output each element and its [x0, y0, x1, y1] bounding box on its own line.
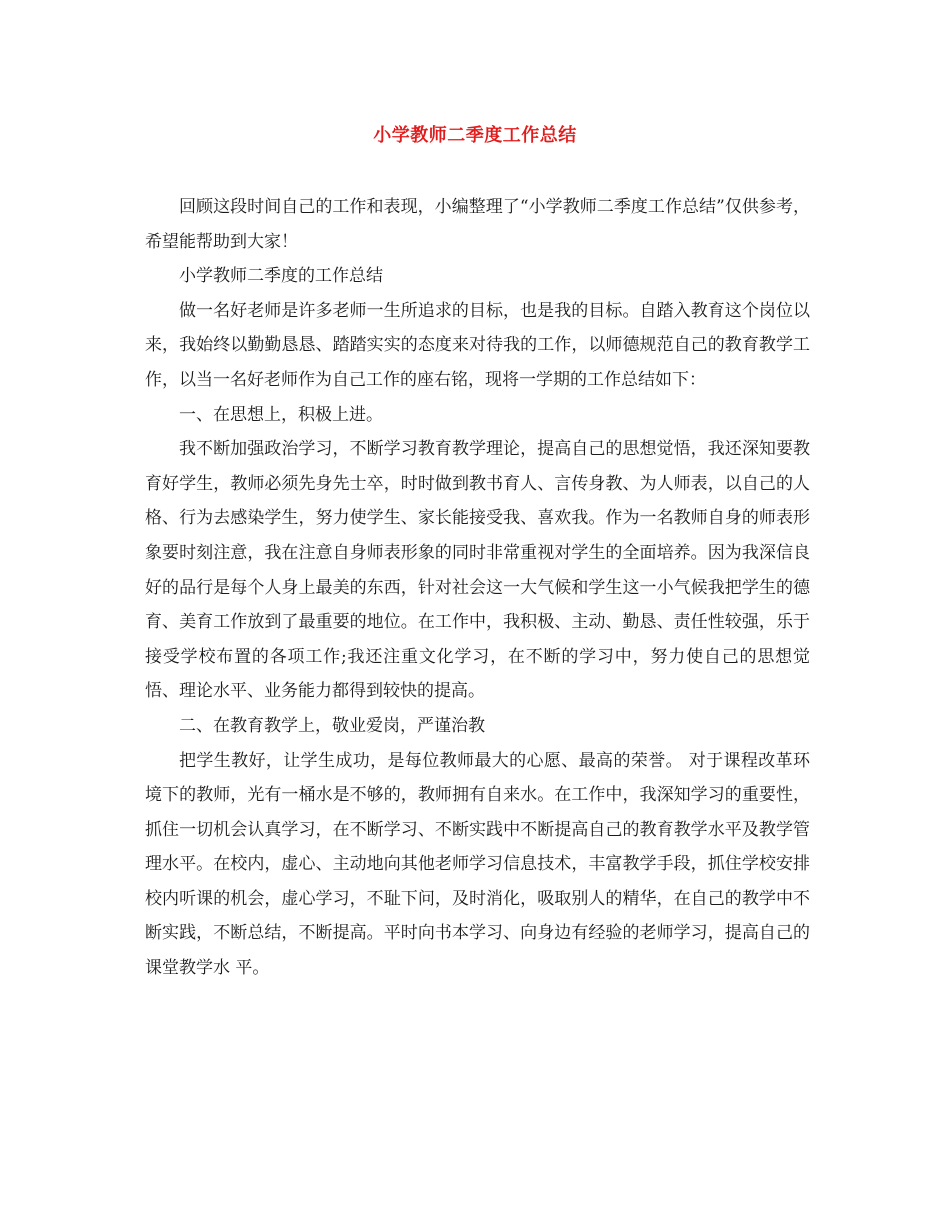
body-paragraph: 我不断加强政治学习，不断学习教育教学理论，提高自己的思想觉悟，我还深知要教育好学生，教师必须先身先士卒，时时做到教书育人、言传身教、为人师表，以自己的人格、行为去感染学生，努力使学生、家长能接受我、喜欢我。作为一名教师自身的师表形象要时刻注意，我在注意自身师表形象的同时非常重视对学生的全面培养。因为我深信良好的品行是每个人身上最美的东西，针对社会这一大气候和学生这一小气候我把学生的德育、美育工作放到了最重要的地位。在工作中，我积极、主动、勤恳、责任性较强，乐于接受学校布置的各项工作;我还注重文化学习，在不断的学习中，努力使自己的思想觉悟、理论水平、业务能力都得到较快的提高。	[145, 439, 810, 702]
section-heading-2: 二、在教育教学上，敬业爱岗，严谨治教	[179, 715, 485, 736]
section-heading: 小学教师二季度的工作总结	[179, 266, 383, 287]
body-paragraph: 做一名好老师是许多老师一生所追求的目标，也是我的目标。自踏入教育这个岗位以来，我始终以勤勤恳恳、踏踏实实的态度来对待我的工作，以师德规范自己的教育教学工作，以当一名好老师作为自己工作的座右铭，现将一学期的工作总结如下：	[145, 300, 810, 390]
intro-paragraph: 回顾这段时间自己的工作和表现，小编整理了“小学教师二季度工作总结”仅供参考，希望能帮助到大家！	[145, 197, 810, 252]
body-paragraph: 把学生教好，让学生成功，是每位教师最大的心愿、最高的荣誉。 对于课程改革环境下的教师，光有一桶水是不够的，教师拥有自来水。在工作中，我深知学习的重要性，抓住一切机会认真学习，在不断学习、不断实践中不断提高自己的教育教学水平及教学管理水平。在校内，虚心、主动地向其他老师学习信息技术，丰富教学手段，抓住学校安排校内听课的机会，虚心学习，不耻下问，及时消化，吸取别人的精华，在自己的教学中不断实践，不断总结，不断提高。平时向书本学习、向身边有经验的老师学习，提高自己的课堂教学水 平。	[145, 750, 810, 979]
document-title: 小学教师二季度工作总结	[373, 125, 577, 146]
section-heading-1: 一、在思想上，积极上进。	[179, 404, 383, 425]
document-body	[145, 190, 810, 986]
